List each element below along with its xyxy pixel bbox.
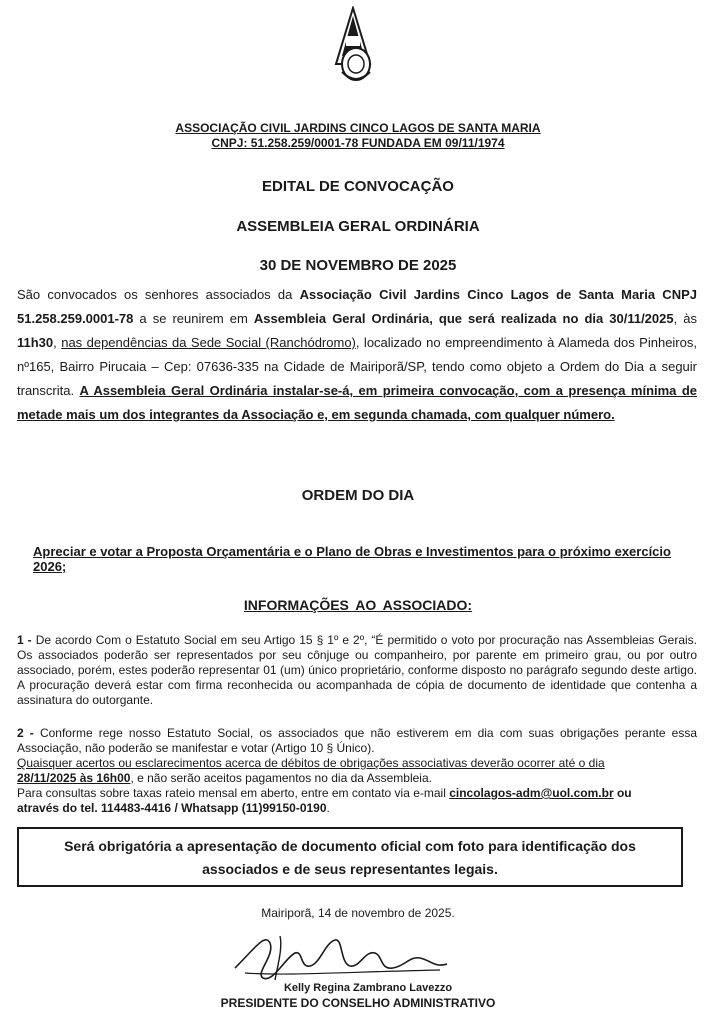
info-item-2-deadline: 28/11/2025 às 16h00: [17, 771, 131, 785]
info-item-1: [17, 633, 697, 708]
agenda-item: Apreciar e votar a Proposta Orçamentária e o Plano de Obras e Investimentos para o próximo exercício 2026;: [33, 544, 671, 574]
convocation-assembly-date: Assembleia Geral Ordinária, que será realizada no dia 30/11/2025: [253, 311, 674, 326]
info-item-2-after: , e não serão aceitos pagamentos no dia da Assembleia.: [130, 771, 432, 785]
contact-or: ou: [613, 786, 632, 800]
org-cnpj: CNPJ: 51.258.259/0001-78 FUNDADA EM 09/11/1974: [211, 136, 505, 150]
info-item-1-number: 1 -: [17, 633, 32, 647]
contact-email-link[interactable]: cincolagos-adm@uol.com.br: [449, 786, 614, 800]
info-item-2: [17, 726, 697, 816]
convocation-venue: nas dependências da Sede Social (Ranchódromo): [61, 335, 356, 350]
org-name: ASSOCIAÇÃO CIVIL JARDINS CINCO LAGOS DE SANTA MARIA: [175, 121, 541, 135]
convocation-quorum: A Assembleia Geral Ordinária instalar-se-á, em primeira convocação, com a presença mínima de metade mais um dos integrantes da Associação e, em segunda chamada, com qualquer número.: [17, 383, 697, 422]
convocation-text-5: , localizado no empreendimento à Alameda dos Pinheiros, nº165, Bairro Pirucaia – Cep: 07636-335 na Cidade de Mairiporã/SP, tendo como objeto a Ordem do Dia a seguir transcrita.: [17, 335, 697, 398]
assembly-title: ASSEMBLEIA GERAL ORDINÁRIA: [236, 218, 480, 235]
association-logo-icon: [328, 6, 378, 84]
info-item-2-text: Conforme rege nosso Estatuto Social, os associados que não estiverem em dia com suas obrigações perante essa Associação, não poderão se manifestar e votar (Artigo 10 § Único).: [17, 726, 697, 755]
notice-box: Será obrigatória a apresentação de documento oficial com foto para identificação dos associados e de seus representantes legais.: [17, 827, 683, 887]
signature-icon: [225, 928, 455, 986]
org-header: [0, 121, 716, 151]
info-title: INFORMAÇÕES AO ASSOCIADO:: [243, 597, 473, 613]
place-date: Mairiporã, 14 de novembro de 2025.: [261, 906, 455, 920]
convocation-time: 11h30: [17, 335, 54, 350]
contact-end: .: [326, 801, 330, 815]
contact-text: Para consultas sobre taxas rateio mensal em aberto, entre em contato via e-mail: [17, 786, 450, 800]
agenda-title: ORDEM DO DIA: [301, 487, 415, 504]
signer-role: PRESIDENTE DO CONSELHO ADMINISTRATIVO: [220, 996, 496, 1010]
convocation-text-1: São convocados os senhores associados da: [17, 287, 300, 302]
convocation-text-4: ,: [53, 335, 62, 350]
assembly-date: 30 DE NOVEMBRO DE 2025: [259, 257, 457, 274]
edital-title: EDITAL DE CONVOCAÇÃO: [262, 178, 454, 195]
info-item-2-number: 2 -: [17, 726, 34, 740]
convocation-paragraph: [17, 283, 697, 427]
convocation-association: Associação Civil Jardins Cinco Lagos de Santa Maria CNPJ 51.258.259.0001-78: [17, 287, 697, 326]
info-item-2-underline: Quaisquer acertos ou esclarecimentos acerca de débitos de obrigações associativas deverão ocorrer até o dia: [17, 756, 605, 770]
convocation-text-2: a se reunirem em: [133, 311, 254, 326]
convocation-text-3: , às: [673, 311, 697, 326]
contact-phone: através do tel. 114483-4416 / Whatsapp (11)99150-0190: [17, 801, 327, 815]
info-item-1-text: De acordo Com o Estatuto Social em seu Artigo 15 § 1º e 2º, “É permitido o voto por procuração nas Assembleias Gerais. Os associados poderão ser representados por seu cônjuge ou companheiro, por parente em primeiro grau, ou por outro associado, porém, estes poderão representar 01 (um) único proprietário, conforme disposto no parágrafo segundo deste artigo. A procuração deverá estar com firma reconhecida ou acompanhada de cópia de documento de identidade que contenha a assinatura do outorgante.: [17, 633, 697, 707]
signer-name: Kelly Regina Zambrano Lavezzo: [283, 982, 453, 994]
